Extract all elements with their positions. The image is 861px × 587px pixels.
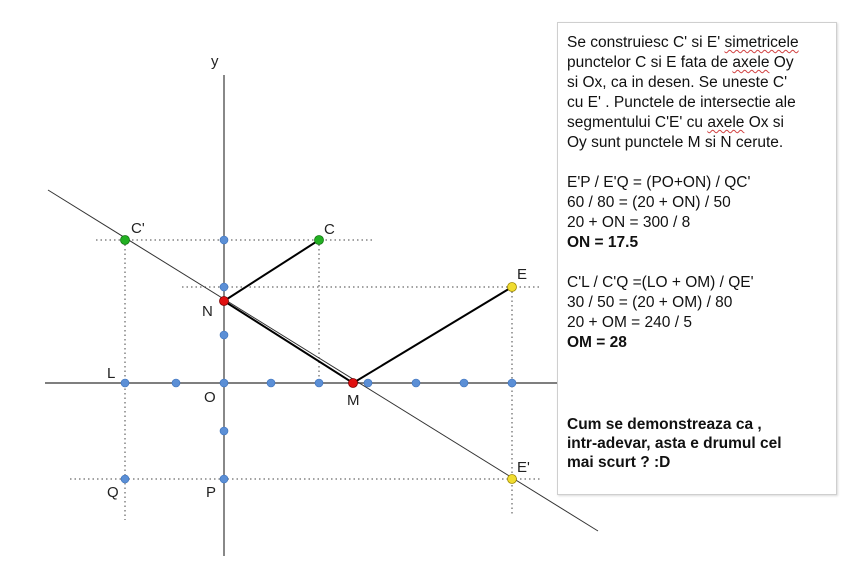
label-m: M — [347, 392, 360, 409]
point-m — [349, 379, 358, 388]
label-o: O — [204, 389, 216, 406]
point-e-prime — [508, 475, 517, 484]
equation-result-om: OM = 28 — [567, 334, 627, 351]
equation-line: 30 / 50 = (20 + OM) / 80 — [567, 294, 733, 311]
equation-line: 60 / 80 = (20 + ON) / 50 — [567, 194, 731, 211]
note-intro-line: punctelor C si E fata de axele Oy — [567, 54, 794, 71]
label-c-prime: C' — [131, 220, 145, 237]
point-c-prime — [121, 236, 130, 245]
point-n — [220, 297, 229, 306]
note-intro-line: Se construiesc C' si E' simetricele — [567, 34, 799, 51]
label-q: Q — [107, 484, 119, 501]
question-text: Cum se demonstreaza ca , intr-adevar, asta e drumul cel mai scurt ? :D — [567, 416, 782, 471]
helper-lines — [70, 240, 540, 520]
point-c — [315, 236, 324, 245]
point-e — [508, 283, 517, 292]
path-c-n-m-e — [224, 240, 512, 383]
equation-result-on: ON = 17.5 — [567, 234, 639, 251]
equation-line: 20 + OM = 240 / 5 — [567, 314, 692, 331]
note-intro-line: cu E' . Punctele de intersectie ale — [567, 94, 796, 111]
label-e-prime: E' — [517, 459, 530, 476]
label-l: L — [107, 365, 116, 382]
label-e: E — [517, 266, 528, 283]
note-intro-line: segmentului C'E' cu axele Ox si — [567, 114, 785, 131]
label-n: N — [202, 303, 213, 320]
equation-line: 20 + ON = 300 / 8 — [567, 214, 691, 231]
y-axis-label: y — [211, 53, 219, 70]
note-intro-line: Oy sunt punctele M si N cerute. — [567, 134, 784, 151]
segment-n-m — [224, 301, 353, 383]
segment-c-n — [224, 240, 319, 301]
equation-line: C'L / C'Q =(LO + OM) / QE' — [567, 274, 754, 291]
explanation-textbox — [557, 22, 837, 495]
segment-m-e — [353, 287, 512, 383]
note-intro-line: si Ox, ca in desen. Se uneste C' — [567, 74, 788, 91]
equation-line: E'P / E'Q = (PO+ON) / QC' — [567, 174, 751, 191]
label-c: C — [324, 221, 335, 238]
label-p: P — [206, 484, 217, 501]
grid-dots — [121, 236, 516, 483]
